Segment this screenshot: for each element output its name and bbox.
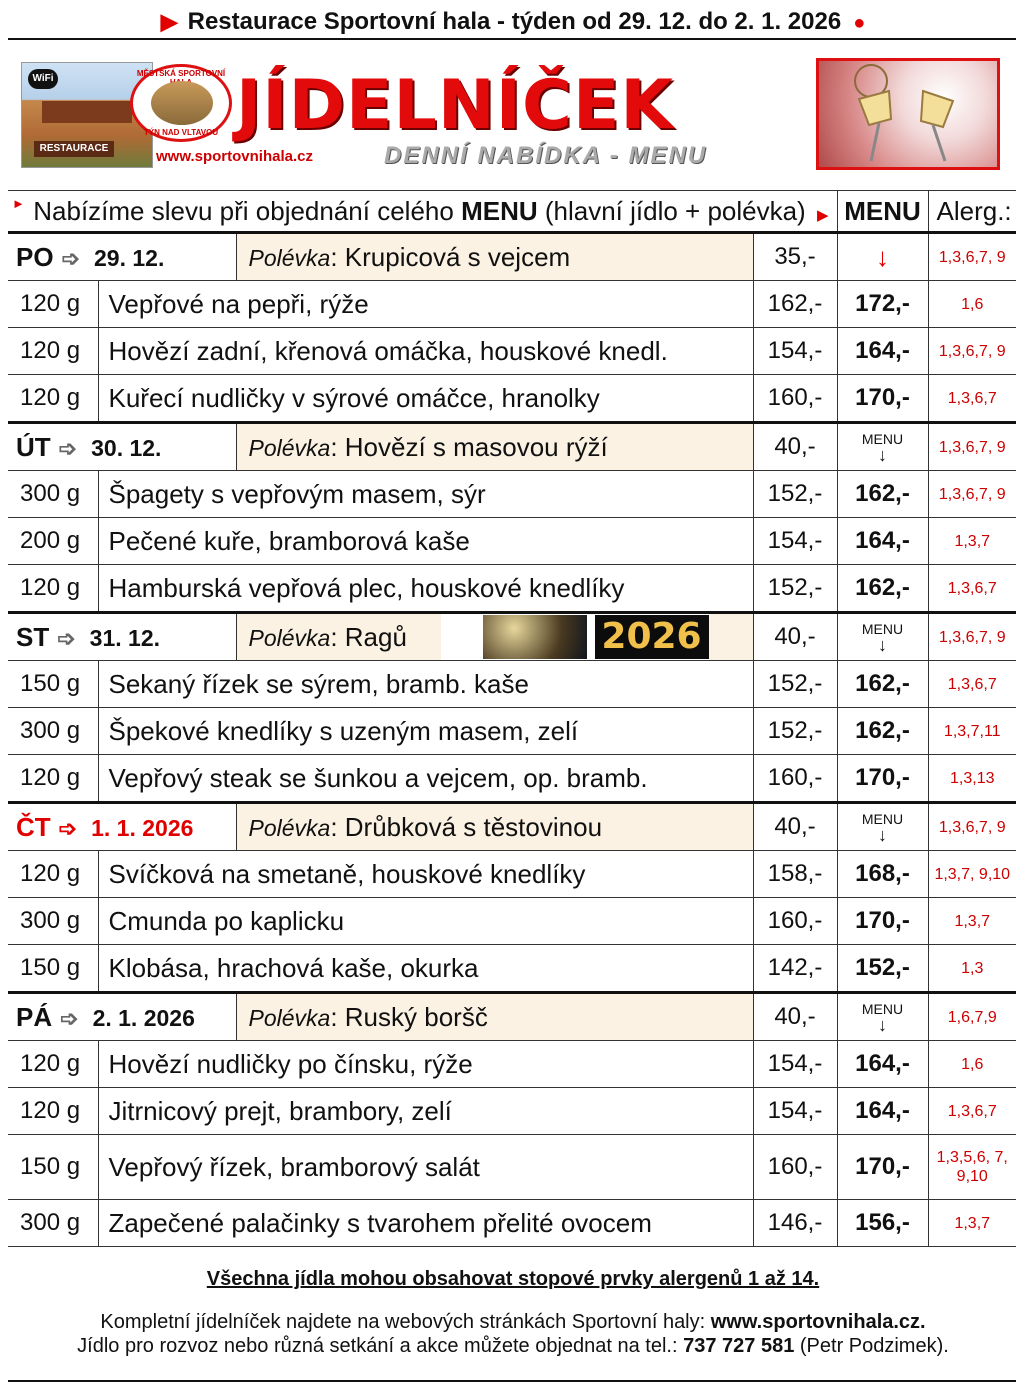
menu-item-row <box>8 471 1016 518</box>
day-date: 2. 1. 2026 <box>92 1004 195 1031</box>
soup-cell <box>236 613 753 661</box>
soup-price: 40,- <box>753 423 837 471</box>
item-name: Cmunda po kaplicku <box>98 898 753 945</box>
day-label <box>8 233 236 281</box>
soup-price: 40,- <box>753 613 837 661</box>
item-allergens: 1,3,6,7 <box>928 375 1016 423</box>
item-weight: 120 g <box>8 375 98 423</box>
footer-line2-suffix: (Petr Podzimek). <box>794 1335 949 1357</box>
item-weight: 120 g <box>8 851 98 898</box>
menu-flag <box>837 993 928 1041</box>
item-weight: 300 g <box>8 471 98 518</box>
item-price: 152,- <box>753 661 837 708</box>
menu-item-row <box>8 565 1016 613</box>
soup-name: Drůbková s těstovinou <box>344 811 603 842</box>
item-menu-price: 172,- <box>837 281 928 328</box>
right-arrow-icon: ➩ <box>61 245 81 271</box>
item-name: Špagety s vepřovým masem, sýr <box>98 471 753 518</box>
menu-flag-label: MENU <box>861 1000 904 1017</box>
sports-hall-seal <box>130 64 232 142</box>
restaurant-sign: RESTAURACE <box>34 141 114 157</box>
roof-shape <box>42 101 132 123</box>
item-price: 154,- <box>753 1041 837 1088</box>
item-weight: 150 g <box>8 945 98 993</box>
item-allergens: 1,3,5,6, 7, 9,10 <box>928 1135 1016 1200</box>
day-header-row <box>8 613 1016 661</box>
menu-column-header: MENU <box>837 191 928 233</box>
menu-flag-label: MENU <box>861 810 904 827</box>
menu-flag-label: MENU <box>861 430 904 447</box>
item-allergens: 1,3,7 <box>928 898 1016 945</box>
soup-allergens: 1,3,6,7, 9 <box>928 233 1016 281</box>
day-label <box>8 993 236 1041</box>
item-price: 146,- <box>753 1200 837 1247</box>
item-weight: 200 g <box>8 518 98 565</box>
day-label <box>8 613 236 661</box>
triangle-bullet-icon: ► <box>12 195 25 211</box>
menu-item-row <box>8 1200 1016 1247</box>
soup-text: Polévka: Ragů <box>249 622 441 653</box>
item-menu-price: 170,- <box>837 898 928 945</box>
item-price: 152,- <box>753 471 837 518</box>
item-price: 160,- <box>753 1135 837 1200</box>
menu-item-row <box>8 375 1016 423</box>
day-name: PO <box>16 241 54 272</box>
triangle-right-icon: ▶ <box>816 206 829 224</box>
item-allergens: 1,3,6,7 <box>928 1088 1016 1135</box>
item-allergens: 1,6 <box>928 281 1016 328</box>
discount-note-row <box>8 191 1016 233</box>
item-menu-price: 164,- <box>837 1041 928 1088</box>
discount-note-prefix: Nabízíme slevu při objednání celého <box>33 195 462 226</box>
item-menu-price: 156,- <box>837 1200 928 1247</box>
discount-note-suffix: (hlavní jídlo + polévka) <box>537 195 806 226</box>
seal-bottom-text: TÝN NAD VLTAVOU <box>143 128 219 137</box>
website-url: www.sportovnihala.cz <box>156 148 313 165</box>
item-menu-price: 164,- <box>837 328 928 375</box>
item-price: 154,- <box>753 328 837 375</box>
clock-champagne-icon <box>483 615 587 659</box>
menu-item-row <box>8 945 1016 993</box>
menu-flag <box>837 613 928 661</box>
day-date: 30. 12. <box>91 434 162 461</box>
footer-line1-text: Kompletní jídelníček najdete na webových stránkách Sportovní haly: <box>100 1311 711 1333</box>
red-down-arrow-icon: ↓ <box>876 241 889 272</box>
menu-header-banner <box>8 50 1016 178</box>
soup-label: Polévka <box>248 244 331 271</box>
item-menu-price: 162,- <box>837 565 928 613</box>
item-allergens: 1,3,13 <box>928 755 1016 803</box>
item-name: Vepřový řízek, bramborový salát <box>98 1135 753 1200</box>
item-name: Hovězí zadní, křenová omáčka, houskové knedl. <box>98 328 753 375</box>
menu-flag <box>837 803 928 851</box>
menu-item-row <box>8 1088 1016 1135</box>
brand-title: JÍDELNÍČEK <box>236 66 675 145</box>
soup-label: Polévka <box>248 1004 331 1031</box>
item-allergens: 1,3,6,7 <box>928 565 1016 613</box>
menu-item-row <box>8 328 1016 375</box>
item-name: Pečené kuře, bramborová kaše <box>98 518 753 565</box>
new-year-champagne-image <box>816 58 1000 170</box>
item-menu-price: 152,- <box>837 945 928 993</box>
top-title-bar <box>0 0 1026 40</box>
item-weight: 120 g <box>8 1041 98 1088</box>
menu-flag <box>837 233 928 281</box>
right-arrow-icon: ➩ <box>57 625 76 651</box>
menu-item-row <box>8 1135 1016 1200</box>
down-arrow-icon: ↓ <box>878 1014 887 1035</box>
footer-phone[interactable]: 737 727 581 <box>683 1335 795 1357</box>
seal-image <box>151 81 213 125</box>
soup-name: Hovězí s masovou rýží <box>344 431 608 462</box>
year-2026-badge: 2026 <box>595 615 709 659</box>
down-arrow-icon: ↓ <box>878 634 887 655</box>
day-name: ST <box>16 621 50 652</box>
item-menu-price: 162,- <box>837 708 928 755</box>
menu-item-row <box>8 518 1016 565</box>
item-allergens: 1,3,7 <box>928 1200 1016 1247</box>
item-allergens: 1,6 <box>928 1041 1016 1088</box>
right-arrow-icon: ➩ <box>58 435 78 461</box>
day-name: PÁ <box>16 1001 53 1032</box>
right-arrow-icon: ➩ <box>58 815 78 841</box>
menu-item-row <box>8 755 1016 803</box>
item-price: 158,- <box>753 851 837 898</box>
discount-note <box>8 191 837 233</box>
item-price: 152,- <box>753 565 837 613</box>
footer-line-website <box>0 1310 1026 1334</box>
allergen-footnote: Všechna jídla mohou obsahovat stopové prvky alergenů 1 až 14. <box>206 1268 820 1290</box>
soup-label: Polévka <box>248 434 331 461</box>
item-allergens: 1,3,6,7, 9 <box>928 471 1016 518</box>
week-title <box>0 8 1026 36</box>
item-weight: 120 g <box>8 755 98 803</box>
day-header-row <box>8 423 1016 471</box>
item-menu-price: 164,- <box>837 518 928 565</box>
soup-allergens: 1,3,6,7, 9 <box>928 613 1016 661</box>
item-weight: 120 g <box>8 565 98 613</box>
item-allergens: 1,3,7,11 <box>928 708 1016 755</box>
item-name: Špekové knedlíky s uzeným masem, zelí <box>98 708 753 755</box>
item-name: Klobása, hrachová kaše, okurka <box>98 945 753 993</box>
down-arrow-icon: ↓ <box>878 444 887 465</box>
item-menu-price: 164,- <box>837 1088 928 1135</box>
item-name: Hovězí nudličky po čínsku, rýže <box>98 1041 753 1088</box>
item-name: Zapečené palačinky s tvarohem přelité ovocem <box>98 1200 753 1247</box>
soup-allergens: 1,6,7,9 <box>928 993 1016 1041</box>
item-allergens: 1,3 <box>928 945 1016 993</box>
down-arrow-icon: ↓ <box>878 824 887 845</box>
week-title-text: Restaurace Sportovní hala - týden od 29. 12. do 2. 1. 2026 <box>187 8 842 35</box>
soup-price: 35,- <box>753 233 837 281</box>
soup-price: 40,- <box>753 993 837 1041</box>
allergen-column-header: Alerg.: <box>928 191 1016 233</box>
item-allergens: 1,3,6,7 <box>928 661 1016 708</box>
item-name: Vepřové na pepři, rýže <box>98 281 753 328</box>
menu-item-row <box>8 898 1016 945</box>
day-header-row <box>8 233 1016 281</box>
menu-item-row <box>8 851 1016 898</box>
soup-label: Polévka <box>248 624 331 651</box>
item-name: Hamburská vepřová plec, houskové knedlíky <box>98 565 753 613</box>
item-menu-price: 168,- <box>837 851 928 898</box>
item-weight: 120 g <box>8 328 98 375</box>
item-price: 142,- <box>753 945 837 993</box>
soup-wrapper <box>249 614 753 660</box>
day-label <box>8 803 236 851</box>
item-allergens: 1,3,6,7, 9 <box>928 328 1016 375</box>
item-name: Svíčková na smetaně, houskové knedlíky <box>98 851 753 898</box>
item-weight: 120 g <box>8 281 98 328</box>
soup-allergens: 1,3,6,7, 9 <box>928 423 1016 471</box>
menu-item-row <box>8 1041 1016 1088</box>
day-date: 31. 12. <box>89 624 161 651</box>
red-dot-icon: ● <box>853 12 866 34</box>
item-name: Kuřecí nudličky v sýrové omáčce, hranolky <box>98 375 753 423</box>
item-price: 152,- <box>753 708 837 755</box>
discount-note-bold: MENU <box>461 195 538 226</box>
brand-subtitle: DENNÍ NABÍDKA - MENU <box>384 142 708 169</box>
item-allergens: 1,3,7, 9,10 <box>928 851 1016 898</box>
item-allergens: 1,3,7 <box>928 518 1016 565</box>
footer-website-link[interactable]: www.sportovnihala.cz. <box>710 1311 926 1333</box>
footer-line-phone <box>0 1334 1026 1358</box>
day-date: 29. 12. <box>94 244 165 271</box>
seal-top-text: MĚSTSKÁ SPORTOVNÍ <box>136 69 226 78</box>
item-price: 154,- <box>753 1088 837 1135</box>
item-weight: 300 g <box>8 1200 98 1247</box>
item-menu-price: 170,- <box>837 755 928 803</box>
item-name: Sekaný řízek se sýrem, bramb. kaše <box>98 661 753 708</box>
item-menu-price: 170,- <box>837 1135 928 1200</box>
day-date: 1. 1. 2026 <box>91 814 194 841</box>
wifi-badge: WiFi <box>28 69 58 89</box>
soup-cell: Polévka: Krupicová s vejcem <box>236 233 753 281</box>
menu-flag <box>837 423 928 471</box>
soup-allergens: 1,3,6,7, 9 <box>928 803 1016 851</box>
item-menu-price: 162,- <box>837 471 928 518</box>
soup-name: Ruský boršč <box>344 1001 488 1032</box>
item-weight: 150 g <box>8 661 98 708</box>
menu-item-row <box>8 708 1016 755</box>
menu-flag-label: MENU <box>861 620 904 637</box>
soup-name: Krupicová s vejcem <box>344 241 571 272</box>
new-year-pictures <box>441 614 709 660</box>
item-price: 162,- <box>753 281 837 328</box>
item-menu-price: 162,- <box>837 661 928 708</box>
right-arrow-icon: ➩ <box>60 1005 79 1031</box>
footer-line2-text: Jídlo pro rozvoz nebo různá setkání a akce můžete objednat na tel.: <box>77 1335 684 1357</box>
soup-label: Polévka <box>248 814 331 841</box>
menu-item-row <box>8 661 1016 708</box>
item-name: Vepřový steak se šunkou a vejcem, op. bramb. <box>98 755 753 803</box>
day-header-row <box>8 993 1016 1041</box>
item-price: 160,- <box>753 898 837 945</box>
item-price: 154,- <box>753 518 837 565</box>
menu-item-row <box>8 281 1016 328</box>
item-price: 160,- <box>753 755 837 803</box>
top-divider <box>8 38 1016 40</box>
item-weight: 150 g <box>8 1135 98 1200</box>
weekly-menu-table <box>8 190 1016 1247</box>
footer-contact <box>0 1310 1026 1358</box>
item-menu-price: 170,- <box>837 375 928 423</box>
soup-cell: Polévka: Hovězí s masovou rýží <box>236 423 753 471</box>
soup-cell: Polévka: Ruský boršč <box>236 993 753 1041</box>
day-label <box>8 423 236 471</box>
item-weight: 300 g <box>8 898 98 945</box>
triangle-bullet-icon: ▶ <box>160 9 178 34</box>
item-price: 160,- <box>753 375 837 423</box>
day-name: ČT <box>16 811 51 842</box>
soup-name: Ragů <box>344 621 407 652</box>
day-name: ÚT <box>16 431 51 462</box>
champagne-glasses-icon <box>819 61 997 167</box>
bottom-divider <box>8 1380 1016 1382</box>
item-weight: 120 g <box>8 1088 98 1135</box>
day-header-row <box>8 803 1016 851</box>
item-weight: 300 g <box>8 708 98 755</box>
soup-cell: Polévka: Drůbková s těstovinou <box>236 803 753 851</box>
soup-price: 40,- <box>753 803 837 851</box>
item-name: Jitrnicový prejt, brambory, zelí <box>98 1088 753 1135</box>
